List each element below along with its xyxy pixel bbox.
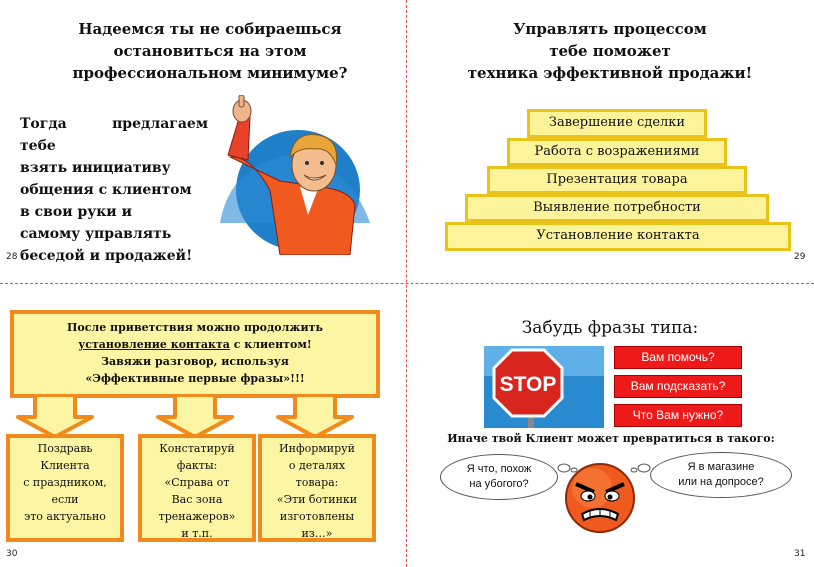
stop-sign-label: STOP	[499, 373, 557, 396]
tip-box-inform-details: Информируй о деталях товара: «Эти ботинки изготовлены из…»	[258, 434, 376, 542]
pyramid-step-2: Работа с возражениями	[507, 138, 727, 166]
phrase-can-i-suggest: Вам подсказать?	[614, 375, 742, 398]
page-number-28: 28	[6, 252, 18, 262]
pyramid-step-1: Завершение сделки	[527, 109, 707, 138]
horizontal-divider	[0, 283, 814, 284]
panel2-title: Управлять процессом тебе поможет техника эффективной продажи!	[467, 20, 753, 82]
tip-box-congratulate: Поздравь Клиента с праздником, если это актуально	[6, 434, 124, 542]
thought-bubble-right: Я в магазине или на допросе?	[650, 452, 792, 498]
footballer-illustration	[210, 95, 380, 255]
panel4-title: Забудь фразы типа:	[521, 318, 699, 338]
page-number-29: 29	[794, 252, 806, 262]
contact-banner: После приветствия можно продолжить установление контакта с клиентом! Завяжи разговор, используя «Эффективные первые фразы»!!!	[10, 310, 380, 398]
phrase-what-do-you-need: Что Вам нужно?	[614, 404, 742, 427]
thought-bubble-left: Я что, похож на убогого?	[440, 454, 558, 500]
pyramid-step-4: Выявление потребности	[465, 194, 769, 222]
pyramid-step-5: Установление контакта	[445, 222, 791, 251]
panel1-text: Тогда предлагаем тебе взять инициативу общения с клиентом в свои руки и самому управлять беседой и продажей!	[20, 116, 208, 264]
phrase-can-i-help: Вам помочь?	[614, 346, 742, 369]
pyramid-step-3: Презентация товара	[487, 166, 747, 194]
page-number-30: 30	[6, 549, 18, 559]
page-number-31: 31	[794, 549, 806, 559]
stop-sign-icon	[484, 346, 604, 428]
tip-box-state-facts: Констатируй факты: «Справа от Вас зона тренажеров» и т.п.	[138, 434, 256, 542]
panel4-subtitle: Иначе твой Клиент может превратиться в такого:	[447, 432, 775, 445]
panel1-title: Надеемся ты не собираешься остановиться на этом профессиональном минимуме?	[72, 20, 348, 82]
angry-face-icon	[562, 458, 638, 538]
